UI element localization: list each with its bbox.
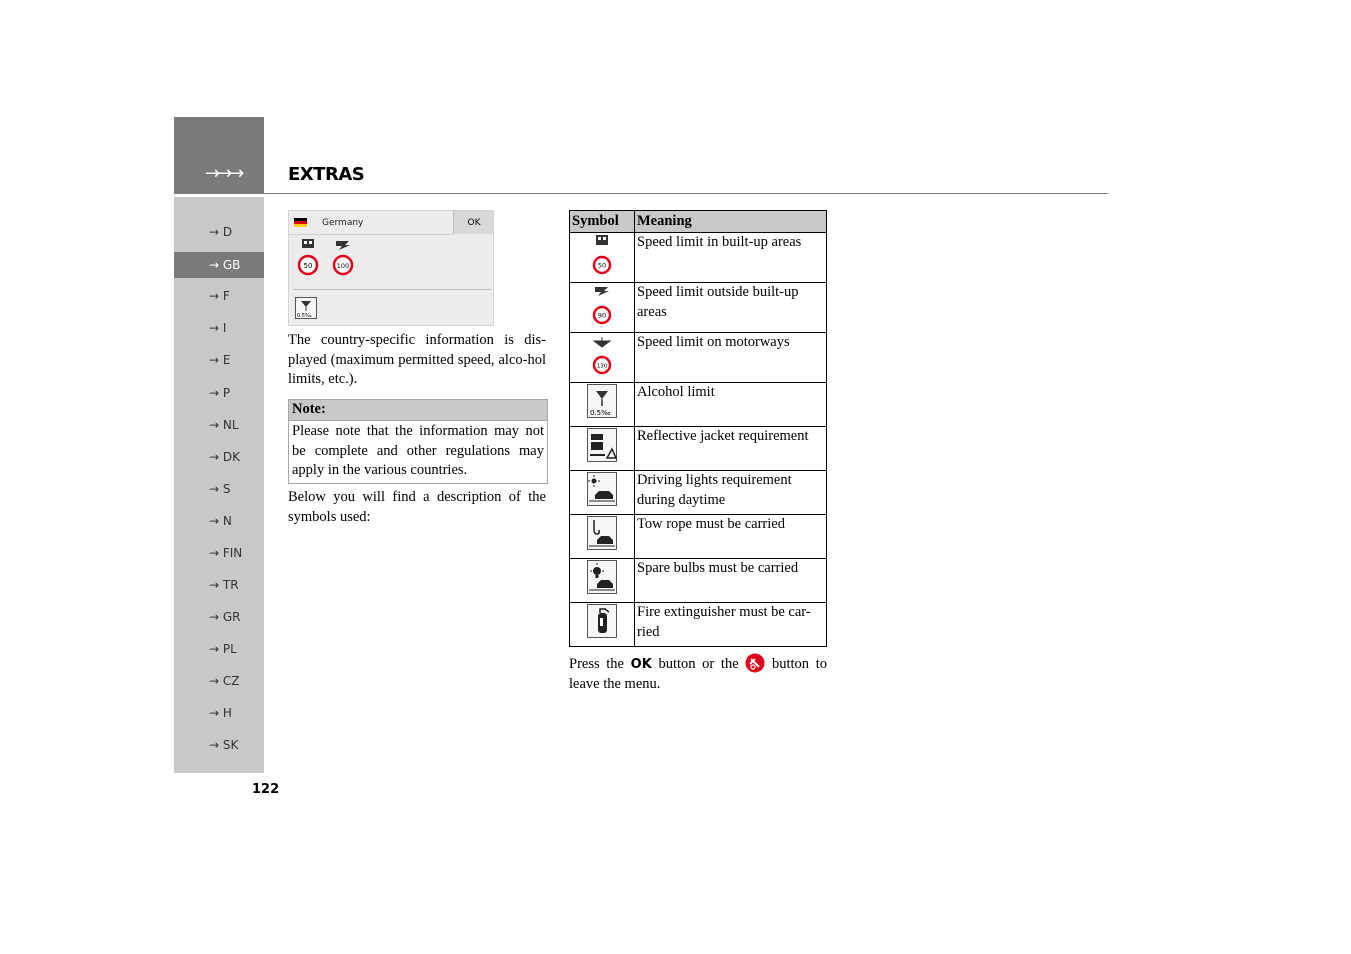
speed-sign-value: 90 [597,311,607,320]
speed-builtup-icon [590,233,614,275]
intro-paragraph: The country-specific information is dis-played (maximum permitted speed, alco-hol limits, etc.). [288,332,546,387]
tow-rope-icon [587,516,617,550]
sidebar-item-gr[interactable]: → GR [209,610,241,624]
fire-extinguisher-icon [587,604,617,638]
note-title: Note: [288,399,548,421]
note-body: Please note that the information may not be complete and other regulations may apply in the various countries. [288,421,548,484]
country-bar [289,211,453,235]
sidebar-item-s[interactable]: → S [209,482,231,496]
meaning-cell: Driving lights requirement during daytime [635,471,827,515]
country-info-screenshot [288,210,494,326]
sidebar-item-dk[interactable]: → DK [209,450,240,464]
germany-flag-icon [294,218,307,227]
meaning-cell: Fire extinguisher must be car-ried [635,603,827,647]
sidebar-item-i[interactable]: → I [209,321,227,335]
page-title: EXTRAS [288,164,365,185]
spare-bulbs-icon [587,560,617,594]
symbols-table [569,210,827,647]
sidebar-item-tr[interactable]: → TR [209,578,239,592]
ok-key-label: OK [630,657,652,672]
meaning-cell: Speed limit in built-up areas [635,233,827,283]
exit-instruction [569,653,827,694]
press-text-3: button to leave the menu. [569,656,827,692]
sidebar-item-pl[interactable]: → PL [209,642,237,656]
sidebar-item-sk[interactable]: → SK [209,738,239,752]
alcohol-label: 0.5‰ [297,313,312,319]
sidebar-item-d[interactable]: → D [209,225,233,239]
alcohol-icon [587,384,617,418]
symbol-column-header: Symbol [570,211,635,233]
table-row [570,471,827,515]
header-divider [174,193,1108,194]
meaning-cell: Speed limit on motorways [635,333,827,383]
sidebar-item-nl[interactable]: → NL [209,418,239,432]
meaning-cell: Speed limit outside built-up areas [635,283,827,333]
meaning-cell: Alcohol limit [635,383,827,427]
speed-motorway-icon [590,333,614,375]
speed-outside-icon [590,283,614,325]
speed-sign-100: 100 [336,262,350,270]
meaning-column-header: Meaning [635,211,827,233]
speed-sign-value: 50 [597,261,607,270]
sidebar-item-h[interactable]: → H [209,706,232,720]
speed-sign-50: 50 [303,262,313,270]
country-name: Germany [322,218,364,228]
page-number: 122 [252,782,280,797]
table-row [570,427,827,471]
press-text-1: Press the [569,656,631,672]
table-row [570,559,827,603]
table-row [570,515,827,559]
meaning-cell: Reflective jacket requirement [635,427,827,471]
meaning-cell: Spare bulbs must be carried [635,559,827,603]
header-arrows: →→→ [205,163,242,184]
back-button-icon [745,653,765,673]
table-row [570,333,827,383]
table-row [570,603,827,647]
sidebar-item-p[interactable]: → P [209,386,231,400]
meaning-cell: Tow rope must be carried [635,515,827,559]
ok-button[interactable]: OK [453,211,494,234]
symbols-intro: Below you will find a description of the symbols used: [288,489,546,525]
sidebar-item-fin[interactable]: → FIN [209,546,243,560]
daytime-lights-icon [587,472,617,506]
sidebar-item-f[interactable]: → F [209,289,230,303]
press-text-2: button or the [651,656,746,672]
table-row [570,233,827,283]
sidebar-item-e[interactable]: → E [209,353,231,367]
table-header [570,211,827,233]
alcohol-icon [295,297,317,319]
screenshot-divider [293,289,491,290]
alcohol-label: 0.5‰ [590,409,611,418]
sidebar-item-cz[interactable]: → CZ [209,674,240,688]
speed-sign-value: 130 [596,363,608,370]
table-row [570,283,827,333]
sidebar-item-n[interactable]: → N [209,514,232,528]
table-row [570,383,827,427]
speed-outside-icon [331,238,355,276]
sidebar-item-gb[interactable]: → GB [174,252,264,278]
country-sidebar [174,197,264,773]
reflective-jacket-icon [587,428,617,462]
speed-builtup-icon [296,238,320,276]
